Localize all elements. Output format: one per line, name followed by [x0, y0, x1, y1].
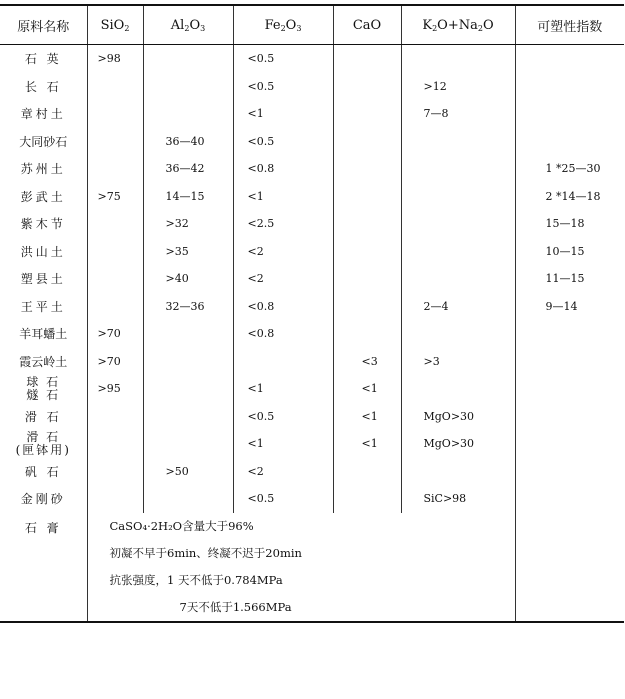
sio2-cell [87, 293, 143, 321]
k2o-cell: MgO>30 [401, 430, 515, 458]
cao-cell: <3 [333, 348, 401, 376]
k2o-cell [401, 155, 515, 183]
table-row [0, 320, 624, 348]
al2o3-cell: 36—40 [143, 128, 233, 156]
al2o3-cell [143, 485, 233, 513]
gypsum-spec-line: 初凝不早于6min、终凝不迟于20min [109, 545, 302, 560]
fe2o3-cell: <2 [233, 238, 333, 266]
gypsum-spec-line: 7天不低于1.566MPa [179, 599, 292, 614]
material-name: 苏州土 [0, 155, 87, 183]
table-row [0, 348, 624, 376]
material-name-line: (匣钵用) [15, 442, 71, 457]
material-name-line: 燧 石 [26, 387, 61, 402]
k2o-cell [401, 210, 515, 238]
table-row [0, 265, 624, 293]
plasticity-cell [515, 100, 624, 128]
fe2o3-cell: <0.8 [233, 155, 333, 183]
material-name: 洪山土 [0, 238, 87, 266]
header-name: 原料名称 [0, 5, 87, 45]
plasticity-cell [515, 458, 624, 486]
table-row [0, 100, 624, 128]
sio2-cell [87, 100, 143, 128]
k2o-cell [401, 320, 515, 348]
sio2-cell [87, 265, 143, 293]
table-row [0, 183, 624, 211]
k2o-cell: 7—8 [401, 100, 515, 128]
plasticity-cell [515, 430, 624, 458]
material-name [0, 375, 87, 403]
material-name: 霞云岭土 [0, 348, 87, 376]
material-name: 金刚砂 [0, 485, 87, 513]
cao-cell [333, 210, 401, 238]
header-cao: CaO [333, 5, 401, 45]
fe2o3-cell: <2.5 [233, 210, 333, 238]
table-row [0, 485, 624, 513]
al2o3-cell [143, 320, 233, 348]
plasticity-cell [515, 320, 624, 348]
header-plasticity: 可塑性指数 [515, 5, 624, 45]
plasticity-cell: 2 *14—18 [545, 189, 601, 203]
fe2o3-cell: <2 [233, 458, 333, 486]
al2o3-cell [143, 100, 233, 128]
plasticity-cell [515, 128, 624, 156]
table-row [0, 238, 624, 266]
material-name-line: 球 石 [26, 374, 61, 389]
fe2o3-cell: <0.8 [233, 293, 333, 321]
sio2-cell [87, 210, 143, 238]
material-name: 大同砂石 [0, 128, 87, 156]
al2o3-cell: >32 [143, 210, 233, 238]
gypsum-row [0, 513, 624, 622]
al2o3-cell [143, 375, 233, 403]
sio2-cell [87, 155, 143, 183]
material-name: 石 膏 [0, 513, 87, 622]
material-name [0, 430, 87, 458]
material-name: 塑县土 [0, 265, 87, 293]
sio2-cell [87, 485, 143, 513]
plasticity-cell [515, 348, 624, 376]
plasticity-cell: 9—14 [545, 299, 578, 313]
plasticity-cell: 11—15 [545, 272, 585, 286]
sio2-cell: >95 [87, 375, 143, 403]
k2o-cell: >3 [401, 348, 515, 376]
plasticity-cell: 10—15 [545, 244, 585, 258]
plasticity-cell: 1 *25—30 [545, 162, 601, 176]
k2o-cell [401, 375, 515, 403]
table-row [0, 458, 624, 486]
material-name: 长 石 [0, 73, 87, 101]
fe2o3-cell: <0.5 [233, 403, 333, 431]
fe2o3-cell: <2 [233, 265, 333, 293]
sio2-cell [87, 430, 143, 458]
table-row [0, 375, 624, 403]
cao-cell [333, 265, 401, 293]
plasticity-cell [515, 45, 624, 73]
header-sio2: SiO$_2$ [87, 5, 143, 45]
fe2o3-cell: <0.5 [233, 73, 333, 101]
plasticity-cell [515, 375, 624, 403]
fe2o3-cell: <0.5 [233, 45, 333, 73]
raw-materials-table [0, 4, 624, 623]
plasticity-cell [515, 513, 624, 622]
cao-cell [333, 128, 401, 156]
fe2o3-cell: <0.5 [233, 128, 333, 156]
material-name: 滑 石 [0, 403, 87, 431]
cao-cell [333, 320, 401, 348]
header-row [0, 5, 624, 45]
al2o3-cell: 14—15 [143, 183, 233, 211]
al2o3-cell: >40 [143, 265, 233, 293]
sio2-cell [87, 403, 143, 431]
table-row [0, 210, 624, 238]
table-row [0, 403, 624, 431]
k2o-cell: SiC>98 [401, 485, 515, 513]
fe2o3-cell: <1 [233, 430, 333, 458]
plasticity-cell [515, 403, 624, 431]
fe2o3-cell: <1 [233, 100, 333, 128]
sio2-cell [87, 458, 143, 486]
material-name-line: 滑 石 [26, 429, 61, 444]
table-row [0, 293, 624, 321]
k2o-cell [401, 458, 515, 486]
material-name: 彭武土 [0, 183, 87, 211]
k2o-cell [401, 238, 515, 266]
cao-cell [333, 458, 401, 486]
plasticity-cell [515, 485, 624, 513]
sio2-cell: >75 [87, 183, 143, 211]
material-name: 石 英 [0, 45, 87, 73]
gypsum-spec-line: 抗张强度，1 天不低于0.784MPa [109, 572, 283, 587]
k2o-cell: >12 [401, 73, 515, 101]
cao-cell: <1 [333, 403, 401, 431]
sio2-cell: >70 [87, 348, 143, 376]
k2o-cell: 2—4 [401, 293, 515, 321]
header-fe2o3: $Fe_2O_3$ [233, 5, 333, 45]
cao-cell [333, 73, 401, 101]
fe2o3-cell [233, 348, 333, 376]
material-name: 紫木节 [0, 210, 87, 238]
material-name: 羊耳蟠土 [0, 320, 87, 348]
header-k2o-na2o: $K_2O+Na_2O$ [401, 5, 515, 45]
fe2o3-cell: <0.8 [233, 320, 333, 348]
plasticity-cell [515, 73, 624, 101]
sio2-cell: >98 [87, 45, 143, 73]
sio2-cell [87, 73, 143, 101]
table-row [0, 73, 624, 101]
al2o3-cell [143, 430, 233, 458]
header-al2o3: $Al_2O_3$ [143, 5, 233, 45]
material-name: 矾 石 [0, 458, 87, 486]
k2o-cell: MgO>30 [401, 403, 515, 431]
material-name: 章村土 [0, 100, 87, 128]
gypsum-spec-line: CaSO₄·2H₂O含量大于96% [109, 518, 254, 533]
fe2o3-cell: <0.5 [233, 485, 333, 513]
sio2-cell [87, 238, 143, 266]
al2o3-cell [143, 348, 233, 376]
table-row [0, 45, 624, 73]
fe2o3-cell: <1 [233, 375, 333, 403]
sio2-cell [87, 128, 143, 156]
k2o-cell [401, 265, 515, 293]
cao-cell [333, 485, 401, 513]
cao-cell [333, 155, 401, 183]
plasticity-cell: 15—18 [545, 217, 585, 231]
al2o3-cell: >35 [143, 238, 233, 266]
cao-cell [333, 238, 401, 266]
cao-cell: <1 [333, 430, 401, 458]
al2o3-cell [143, 73, 233, 101]
al2o3-cell: 32—36 [143, 293, 233, 321]
cao-cell: <1 [333, 375, 401, 403]
gypsum-spec-cell [87, 513, 515, 622]
k2o-cell [401, 128, 515, 156]
fe2o3-cell: <1 [233, 183, 333, 211]
sio2-cell: >70 [87, 320, 143, 348]
k2o-cell [401, 183, 515, 211]
table-row [0, 128, 624, 156]
table-row [0, 155, 624, 183]
al2o3-cell: 36—42 [143, 155, 233, 183]
table-row [0, 430, 624, 458]
cao-cell [333, 100, 401, 128]
k2o-cell [401, 45, 515, 73]
cao-cell [333, 183, 401, 211]
al2o3-cell [143, 403, 233, 431]
cao-cell [333, 293, 401, 321]
material-name: 王平土 [0, 293, 87, 321]
al2o3-cell: >50 [143, 458, 233, 486]
cao-cell [333, 45, 401, 73]
al2o3-cell [143, 45, 233, 73]
